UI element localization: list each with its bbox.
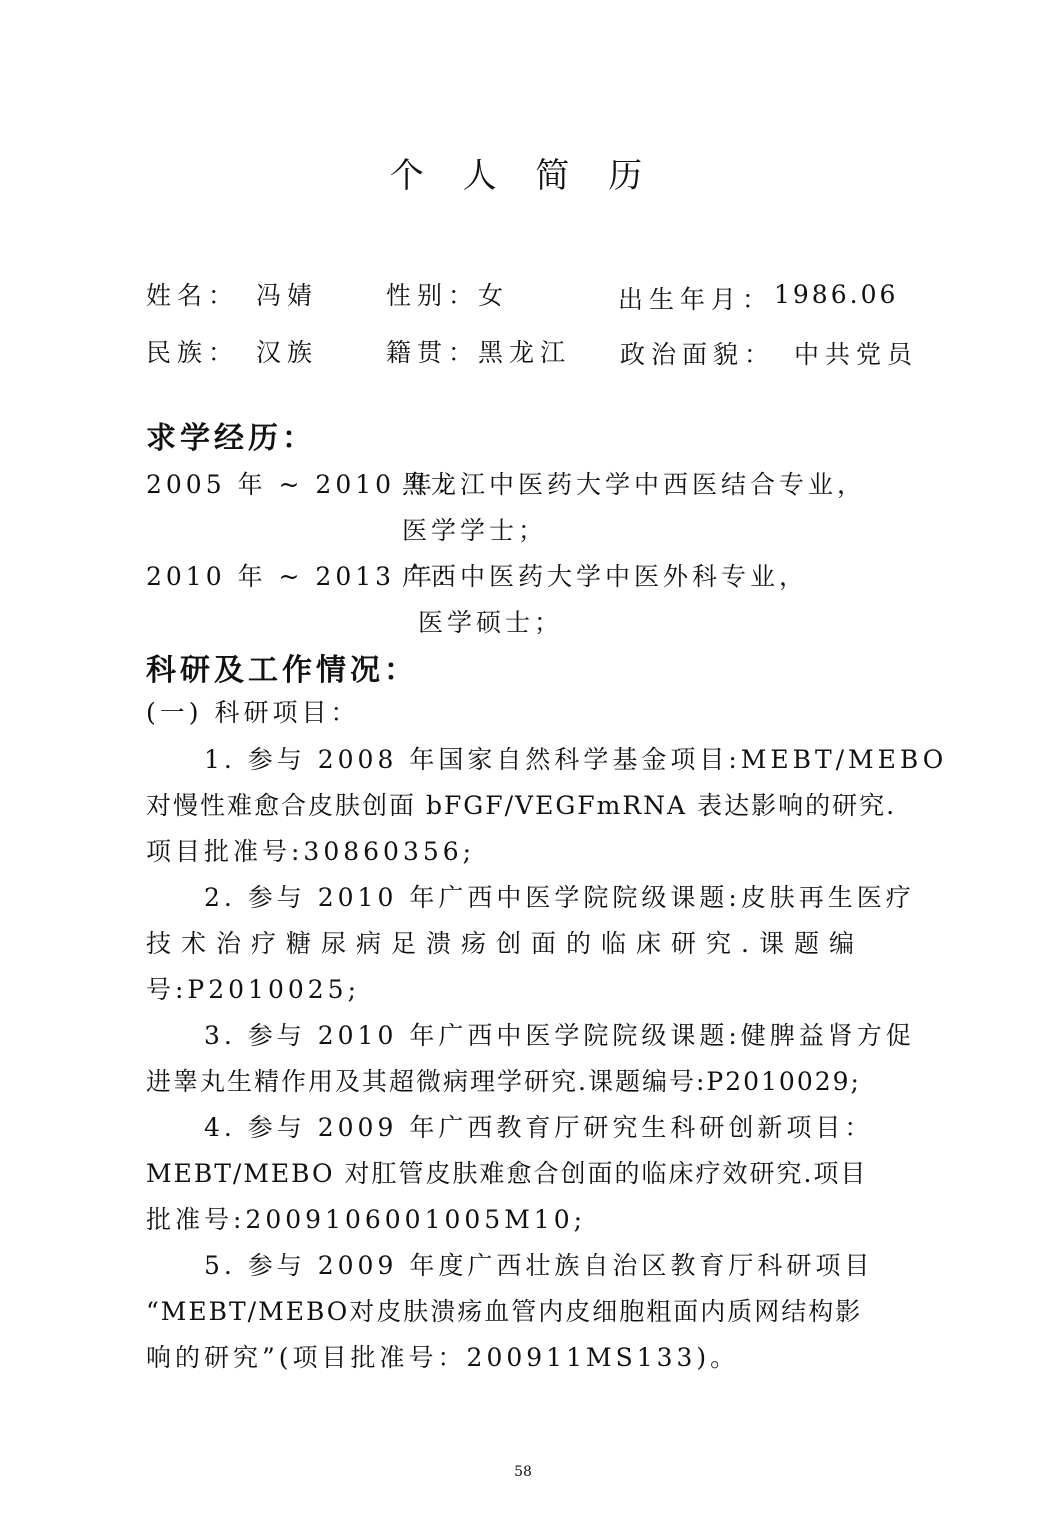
name-label: 姓名： bbox=[146, 281, 240, 310]
origin-value: 黑龙江 bbox=[478, 338, 572, 367]
ethnicity-label: 民族： bbox=[146, 338, 240, 367]
project-line: 项目批准号:30860356; bbox=[146, 837, 476, 866]
birth-value: 1986.06 bbox=[774, 280, 899, 309]
project-line: MEBT/MEBO 对肛管皮肤难愈合创面的临床疗效研究.项目 bbox=[146, 1159, 868, 1188]
political-label: 政治面貌： bbox=[620, 340, 776, 369]
education-school: 黑龙江中医药大学中西医结合专业， bbox=[402, 470, 867, 499]
project-line: “MEBT/MEBO对皮肤溃疡血管内皮细胞粗面内质网结构影 bbox=[146, 1297, 863, 1326]
political-value: 中共党员 bbox=[794, 340, 919, 369]
education-heading: 求学经历： bbox=[146, 421, 316, 456]
project-line: 技术治疗糖尿病足溃疡创面的临床研究.课题编 bbox=[146, 929, 864, 958]
origin-label: 籍贯： bbox=[386, 338, 480, 367]
education-degree: 医学学士； bbox=[402, 516, 548, 545]
gender-value: 女 bbox=[478, 281, 510, 310]
name-value: 冯婧 bbox=[256, 281, 319, 310]
project-line: 1. 参与 2008 年国家自然科学基金项目:MEBT/MEBO bbox=[204, 745, 948, 774]
education-period: 2010 年 ~ 2013 年： bbox=[146, 562, 465, 591]
project-line: 进睾丸生精作用及其超微病理学研究.课题编号:P2010029; bbox=[146, 1067, 861, 1096]
education-degree: 医学硕士； bbox=[418, 608, 564, 637]
page-number: 58 bbox=[514, 1464, 532, 1480]
project-line: 对慢性难愈合皮肤创面 bFGF/VEGFmRNA 表达影响的研究. bbox=[146, 791, 897, 820]
page-title: 个 人 简 历 bbox=[389, 156, 657, 196]
education-period: 2005 年 ~ 2010 年： bbox=[146, 470, 465, 499]
project-line: 4. 参与 2009 年广西教育厅研究生科研创新项目： bbox=[204, 1113, 874, 1142]
project-line: 批准号:2009106001005M10; bbox=[146, 1205, 587, 1234]
birth-label: 出生年月： bbox=[618, 285, 774, 314]
project-line: 响的研究”(项目批准号：200911MS133)。 bbox=[146, 1343, 740, 1372]
research-heading: 科研及工作情况： bbox=[146, 653, 418, 688]
education-school: 广西中医药大学中医外科专业， bbox=[402, 562, 809, 591]
project-line: 3. 参与 2010 年广西中医学院院级课题:健脾益肾方促 bbox=[204, 1021, 915, 1050]
project-line: 2. 参与 2010 年广西中医学院院级课题:皮肤再生医疗 bbox=[204, 883, 915, 912]
project-line: 号:P2010025; bbox=[146, 975, 361, 1004]
gender-label: 性别： bbox=[386, 281, 480, 310]
ethnicity-value: 汉族 bbox=[256, 338, 319, 367]
project-line: 5. 参与 2009 年度广西壮族自治区教育厅科研项目 bbox=[204, 1251, 874, 1280]
research-subheading: (一) 科研项目： bbox=[146, 698, 360, 727]
